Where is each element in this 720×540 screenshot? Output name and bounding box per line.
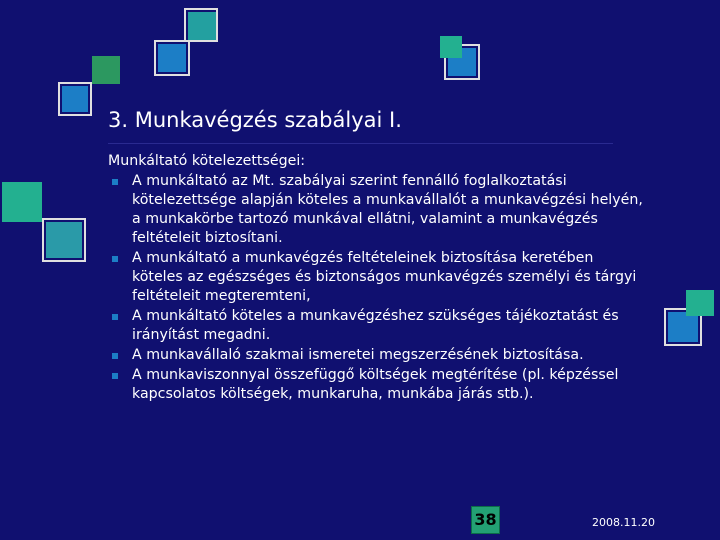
list-item [108, 249, 648, 306]
slide-date: 2008.11.20 [592, 516, 655, 529]
decor-square-green [92, 56, 120, 84]
list-item [108, 346, 648, 365]
decor-square-green [686, 290, 714, 316]
bullet-square-icon [112, 314, 118, 320]
list-item [108, 366, 648, 404]
decor-square-green [2, 182, 42, 222]
list-item-text: A munkáltató köteles a munkavégzéshez szükséges tájékoztatást és irányítást megadni. [132, 308, 619, 343]
decor-square-green [184, 8, 218, 42]
list-item-text: A munkáltató az Mt. szabályai szerint fennálló foglalkoztatási kötelezettsége alapján köteles a munkavállalót a munkavégzési helyén, a munkakörbe tartozó munkával ellátni, valamint a munkavégzés feltételeit biztosítani. [132, 173, 643, 246]
list-item-text: A munkavállaló szakmai ismeretei megszerzésének biztosítása. [132, 347, 584, 363]
bullet-square-icon [112, 353, 118, 359]
list-item [108, 307, 648, 345]
list-item-text: A munkáltató a munkavégzés feltételeinek biztosítása keretében köteles az egészséges és biztonságos munkavégzés személyi és tárgyi feltételeit megteremteni, [132, 250, 637, 304]
list-item-text: A munkaviszonnyal összefüggő költségek megtérítése (pl. képzéssel kapcsolatos költségek, munkaruha, munkába járás stb.). [132, 367, 619, 402]
bullet-square-icon [112, 373, 118, 379]
decor-square-outline [42, 218, 86, 262]
decor-square-green [440, 36, 462, 58]
bullet-square-icon [112, 256, 118, 262]
slide-body [108, 152, 648, 405]
decor-square-outline [154, 40, 190, 76]
bullet-square-icon [112, 179, 118, 185]
bullet-list [108, 172, 648, 404]
title-divider [108, 143, 613, 144]
intro-text: Munkáltató kötelezettségei: [108, 153, 306, 169]
page-number: 38 [474, 510, 497, 529]
slide-title: 3. Munkavégzés szabályai I. [108, 108, 402, 132]
decor-square-outline [58, 82, 92, 116]
list-item [108, 172, 648, 248]
